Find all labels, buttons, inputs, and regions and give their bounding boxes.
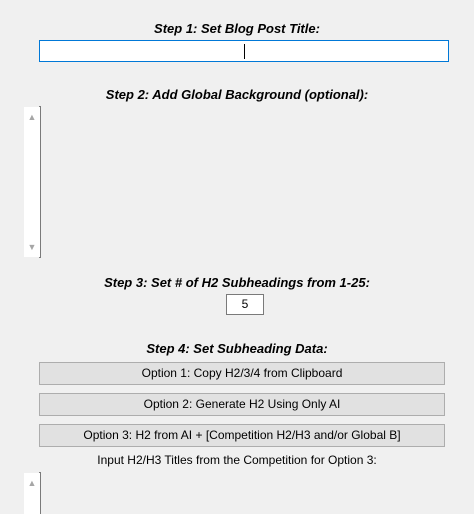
competition-titles-scrollbar[interactable]: [24, 473, 40, 514]
step2-label: Step 2: Add Global Background (optional):: [105, 87, 369, 102]
chevron-up-icon[interactable]: ▲: [27, 112, 37, 122]
subheading-count-input[interactable]: 5: [226, 294, 264, 315]
competition-titles-label: Input H2/H3 Titles from the Competition for Option 3:: [97, 453, 377, 467]
text-caret: [244, 44, 245, 59]
step1-label: Step 1: Set Blog Post Title:: [154, 21, 320, 36]
competition-titles-textarea[interactable]: [27, 472, 41, 514]
option1-copy-clipboard-button[interactable]: Option 1: Copy H2/3/4 from Clipboard: [39, 362, 445, 385]
option2-generate-ai-button[interactable]: Option 2: Generate H2 Using Only AI: [39, 393, 445, 416]
global-background-textarea[interactable]: [27, 106, 41, 258]
step4-label: Step 4: Set Subheading Data:: [146, 341, 328, 356]
chevron-up-icon[interactable]: ▲: [27, 478, 37, 488]
global-background-scrollbar[interactable]: [24, 107, 40, 257]
option3-ai-competition-button[interactable]: Option 3: H2 from AI + [Competition H2/H3 and/or Global B]: [39, 424, 445, 447]
chevron-down-icon[interactable]: ▼: [27, 242, 37, 252]
step3-label: Step 3: Set # of H2 Subheadings from 1-25:: [104, 275, 370, 290]
